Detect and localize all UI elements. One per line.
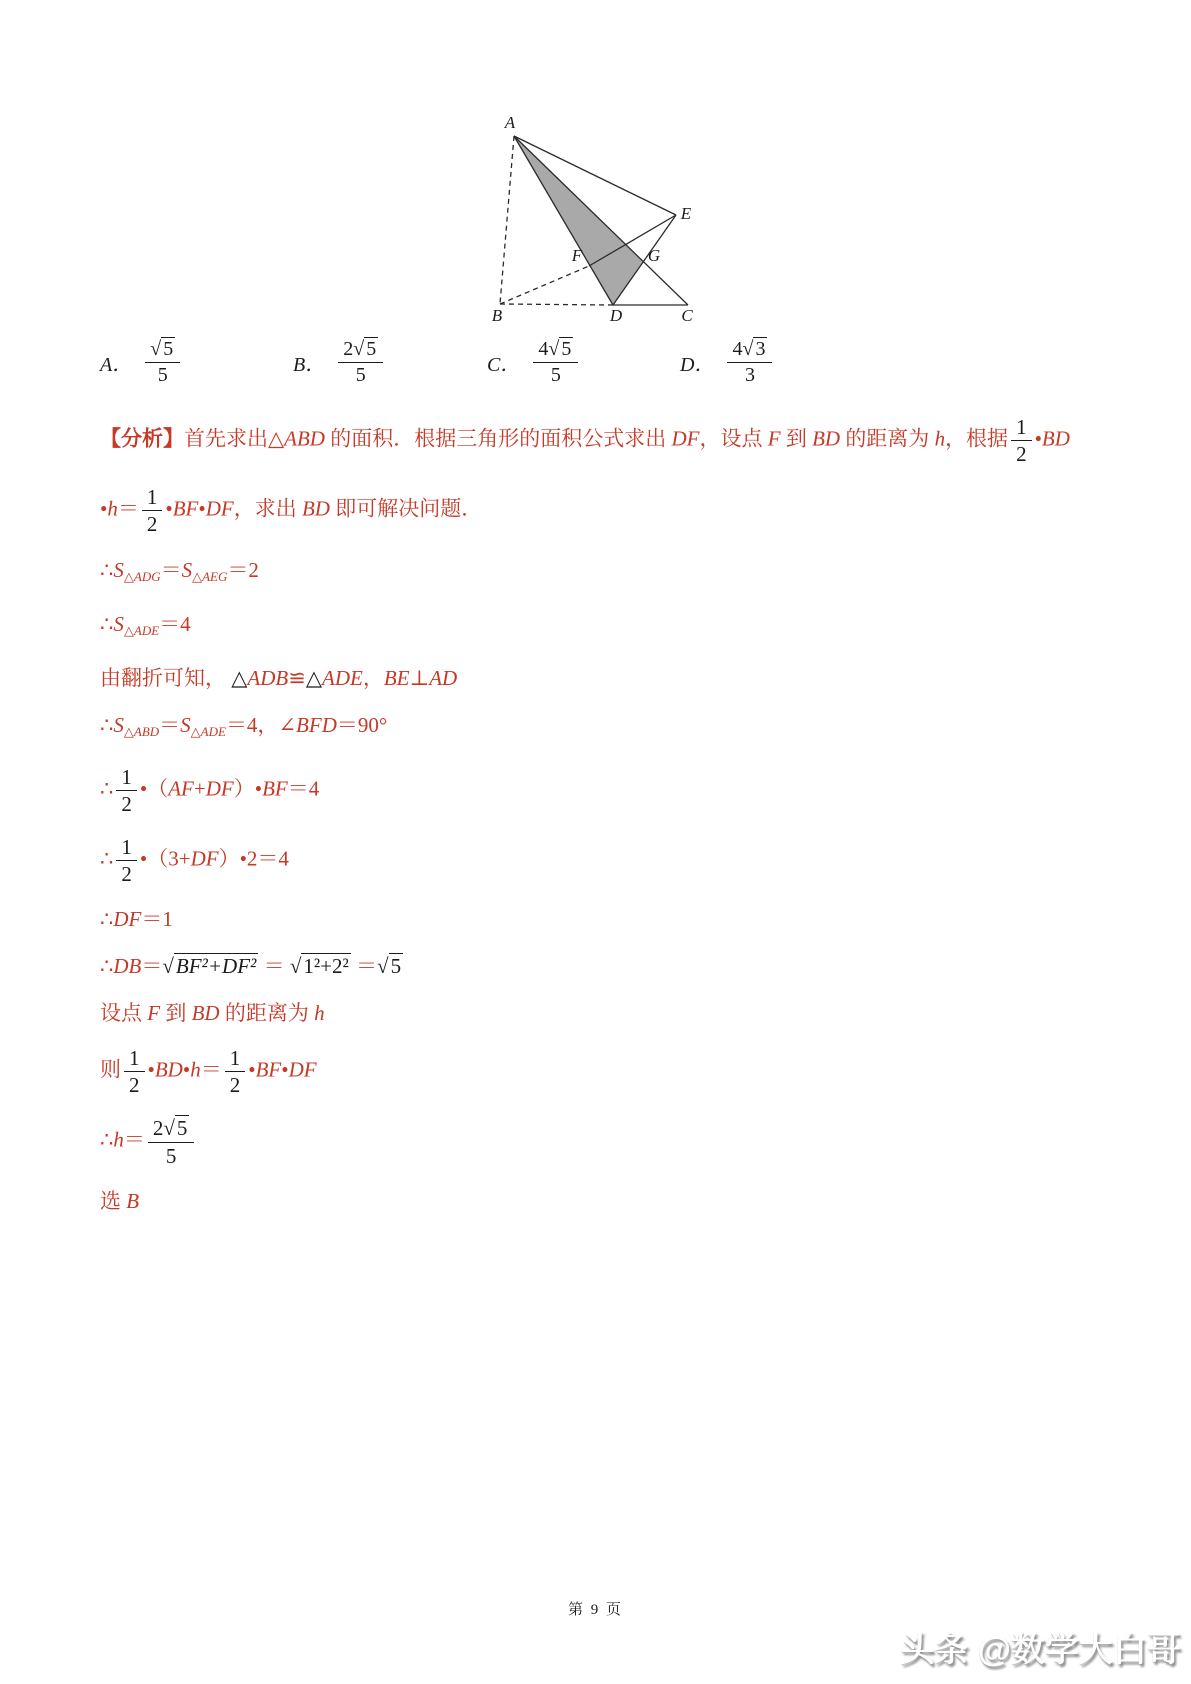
- sqrt-expression: √ 3: [742, 338, 766, 360]
- formula-text: ＝: [258, 954, 290, 979]
- formula-text: F: [147, 1001, 161, 1026]
- formula-text: BF: [262, 776, 288, 801]
- fraction: $\frac{4√ 5}{5}$: [533, 338, 578, 387]
- formula-text: ＝: [117, 496, 139, 521]
- formula-text: 则: [100, 1057, 121, 1082]
- formula-text: BD: [1041, 426, 1070, 451]
- formula-text: ＝: [160, 557, 182, 582]
- formula-text: ∴: [100, 846, 114, 871]
- option-label: A．: [100, 354, 133, 376]
- formula-text: BF: [172, 496, 199, 521]
- formula-text: ）•2＝4: [218, 846, 289, 871]
- formula-text: DF: [205, 496, 234, 521]
- formula-text: ，求出: [233, 496, 302, 521]
- formula-text: •: [100, 496, 108, 521]
- sqrt-expression: √5: [377, 954, 402, 979]
- analysis-line-6: [100, 711, 1030, 746]
- formula-text: •: [248, 1057, 256, 1082]
- formula-text: △AEG: [192, 568, 228, 584]
- formula-text: ，设点: [699, 426, 768, 451]
- analysis-line-8: [100, 835, 1030, 886]
- formula-text: △ABD: [123, 723, 160, 739]
- formula-text: △: [231, 665, 248, 690]
- formula-text: ＝: [200, 1057, 222, 1082]
- formula-text: h: [107, 496, 118, 521]
- formula-text: ∠: [278, 712, 297, 737]
- formula-text: BFD: [296, 712, 337, 737]
- formula-text: F: [767, 426, 781, 451]
- point-label-G: G: [647, 246, 661, 265]
- sqrt-expression: √1²+2²: [289, 954, 349, 979]
- point-label-F: F: [571, 246, 583, 265]
- formula-text: •: [165, 496, 173, 521]
- formula-text: DF: [113, 907, 142, 932]
- formula-text: BF: [255, 1057, 282, 1082]
- formula-text: △ADG: [123, 568, 161, 584]
- option-label: D．: [680, 354, 715, 376]
- analysis-line-12: [100, 1046, 1030, 1097]
- formula-text: 到: [780, 426, 813, 451]
- option-a: [100, 338, 183, 387]
- analysis-line-4: [100, 610, 1030, 645]
- sqrt-expression: √ 5: [150, 338, 174, 360]
- analysis-line-9: [100, 905, 1030, 933]
- formula-text: 选: [100, 1188, 127, 1213]
- formula-text: ＝1: [141, 907, 173, 932]
- formula-text: BD: [812, 426, 841, 451]
- fraction: $\frac{1}{2}$: [225, 1046, 246, 1097]
- formula-text: 设点: [100, 1001, 148, 1026]
- option-d: [680, 338, 775, 387]
- formula-text: h: [113, 1127, 124, 1152]
- dashed-edge-BD: [500, 304, 613, 305]
- analysis-line-5: [100, 664, 1030, 692]
- geometry-figure: [470, 98, 720, 333]
- formula-text: ≌: [288, 665, 306, 690]
- dashed-edge-BF: [500, 266, 589, 304]
- formula-text: AF: [168, 776, 194, 801]
- formula-text: ＝90°: [336, 712, 388, 737]
- watermark-text: 头条 @数学大白哥: [900, 1631, 1181, 1669]
- formula-text: ＝: [350, 954, 378, 979]
- formula-text: S: [180, 712, 191, 737]
- analysis-line-7: [100, 765, 1030, 816]
- formula-text: ∴: [100, 907, 114, 932]
- formula-text: BE: [383, 665, 410, 690]
- formula-text: h: [934, 426, 946, 451]
- formula-text: 首先求出△: [184, 426, 285, 451]
- formula-text: ∴: [100, 1127, 114, 1152]
- formula-text: AD: [429, 665, 458, 690]
- point-label-B: B: [491, 306, 503, 325]
- formula-text: 的面积．根据三角形的面积公式求出: [324, 426, 672, 451]
- option-label: B．: [293, 354, 326, 376]
- point-label-E: E: [680, 204, 692, 223]
- sqrt-expression: √ 5: [353, 338, 377, 360]
- geometry-figure-svg: [470, 98, 720, 333]
- option-b: [293, 338, 386, 387]
- option-label: C．: [487, 354, 521, 376]
- formula-text: ＝4: [159, 611, 191, 636]
- formula-text: •: [198, 496, 206, 521]
- page-number: 第 9 页: [567, 1602, 623, 1618]
- point-label-A: A: [504, 113, 516, 132]
- fraction: $\frac{2√5}{5}$: [148, 1116, 195, 1167]
- formula-text: S: [113, 557, 124, 582]
- formula-text: ＝: [123, 1127, 145, 1152]
- formula-text: 的距离为: [840, 426, 935, 451]
- point-label-D: D: [609, 306, 623, 325]
- formula-text: 由翻折可知，: [100, 665, 232, 690]
- formula-text: △: [305, 665, 322, 690]
- analysis-line-11: [100, 999, 1030, 1027]
- formula-text: S: [113, 712, 124, 737]
- formula-text: ∴: [100, 557, 114, 582]
- formula-text: •: [182, 1057, 191, 1082]
- fraction: $\frac{1}{2}$: [142, 485, 163, 536]
- sqrt-expression: √ 5: [548, 338, 572, 360]
- sqrt-expression: √BF²+DF²: [162, 954, 257, 979]
- formula-text: •（: [139, 776, 169, 801]
- formula-text: DB: [113, 954, 142, 979]
- formula-text: 【分析】: [100, 426, 184, 451]
- formula-text: ∴: [100, 712, 114, 737]
- analysis-section: [100, 415, 1070, 1234]
- fraction: $\frac{1}{2}$: [124, 1046, 145, 1097]
- formula-text: ，根据: [945, 426, 1009, 451]
- fraction: $\frac{2√ 5}{5}$: [338, 338, 383, 387]
- formula-text: ∴: [100, 776, 114, 801]
- formula-text: ＝4，: [225, 712, 279, 737]
- formula-text: •: [147, 1057, 155, 1082]
- formula-text: △ADE: [123, 622, 160, 638]
- formula-text: 的距离为: [219, 1001, 315, 1026]
- formula-text: h: [314, 1001, 325, 1026]
- formula-text: ABD: [284, 426, 325, 451]
- formula-text: ＝: [159, 712, 181, 737]
- formula-text: ∴: [100, 611, 114, 636]
- formula-text: DF: [288, 1057, 317, 1082]
- formula-text: BD: [301, 496, 330, 521]
- analysis-line-13: [100, 1116, 1030, 1167]
- formula-text: 即可解决问题．: [329, 496, 483, 521]
- point-label-C: C: [681, 306, 693, 325]
- fraction: $\frac{1}{2}$: [116, 765, 137, 816]
- analysis-line-3: [100, 556, 1030, 591]
- analysis-line-2: [100, 485, 1030, 536]
- fraction: $\frac{1}{2}$: [1011, 415, 1032, 466]
- formula-text: ADE: [322, 665, 363, 690]
- analysis-line-1: [100, 415, 1070, 467]
- formula-text: 到: [160, 1001, 192, 1026]
- formula-text: •: [281, 1057, 289, 1082]
- formula-text: ＝: [141, 954, 163, 979]
- formula-text: B: [126, 1188, 140, 1213]
- formula-text: DF: [190, 846, 219, 871]
- formula-text: ∴: [100, 954, 114, 979]
- fraction: $\frac{4√ 3}{3}$: [727, 338, 772, 387]
- formula-text: S: [181, 557, 193, 582]
- analysis-line-10: [100, 952, 1030, 980]
- formula-text: ）•: [233, 776, 263, 801]
- dashed-edge-AB: [500, 136, 514, 304]
- formula-text: BD: [191, 1001, 220, 1026]
- formula-text: ，: [362, 665, 384, 690]
- formula-text: •（3+: [139, 846, 191, 871]
- fraction: $\frac{1}{2}$: [116, 835, 137, 886]
- formula-text: ＝4: [287, 776, 320, 801]
- formula-text: h: [190, 1057, 201, 1082]
- formula-text: +: [193, 776, 206, 801]
- sqrt-expression: √5: [163, 1116, 188, 1141]
- analysis-line-14: [100, 1187, 1030, 1215]
- formula-text: ⊥: [409, 665, 430, 690]
- formula-text: ＝2: [227, 557, 259, 582]
- answer-options-row: [0, 338, 1191, 400]
- shaded-triangle-ADG: [514, 136, 643, 305]
- option-c: [487, 338, 581, 387]
- formula-text: DF: [205, 776, 234, 801]
- formula-text: ADB: [247, 665, 289, 690]
- fraction: $\frac{√ 5}{5}$: [145, 338, 180, 387]
- formula-text: •: [1034, 426, 1042, 451]
- formula-text: DF: [671, 426, 700, 451]
- formula-text: △ADE: [190, 723, 226, 739]
- formula-text: S: [113, 611, 124, 636]
- formula-text: BD: [154, 1057, 183, 1082]
